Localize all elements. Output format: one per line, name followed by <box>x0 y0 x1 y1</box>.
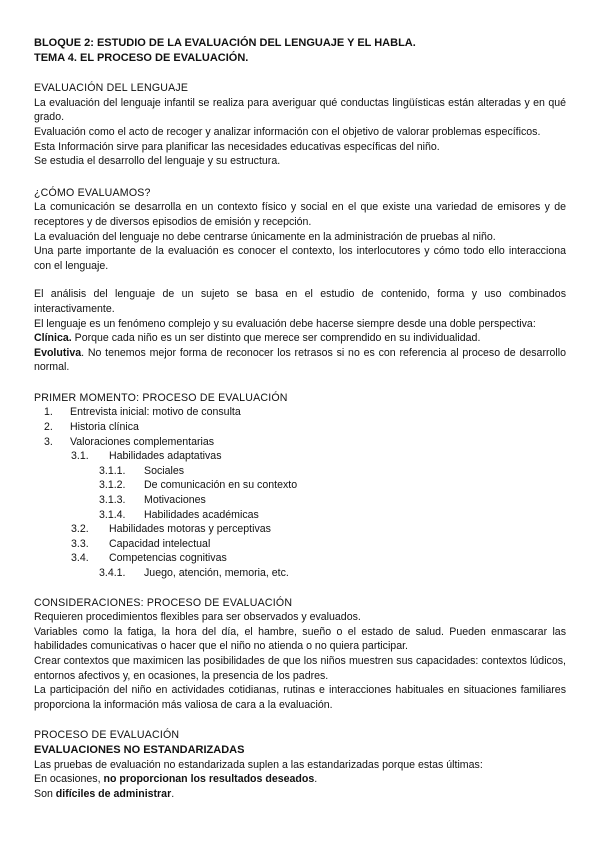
paragraph: El análisis del lenguaje de un sujeto se basa en el estudio de contenido, forma y uso combinados interactivamente. <box>34 288 566 315</box>
list-item: 3. Valoraciones complementarias <box>44 435 215 448</box>
list-item: 3.1.1. Sociales <box>99 464 185 477</box>
paragraph: En ocasiones, no proporcionan los resultados deseados. <box>34 773 318 786</box>
paragraph: Evaluación como el acto de recoger y analizar información con el objetivo de valorar problemas específicos. <box>34 125 541 138</box>
list-item: 1. Entrevista inicial: motivo de consulta <box>44 406 241 419</box>
list-item: 3.4. Competencias cognitivas <box>71 552 227 565</box>
paragraph: La comunicación se desarrolla en un contexto físico y social en el que existe una variedad de emisores y de receptores y de diversos episodios de emisión y recepción. <box>34 201 566 228</box>
list-item: 3.3. Capacidad intelectual <box>71 537 211 550</box>
list-item: 3.1. Habilidades adaptativas <box>71 450 222 463</box>
clinica-label: Clínica. <box>34 332 72 345</box>
list-item: 3.2. Habilidades motoras y perceptivas <box>71 523 271 536</box>
paragraph: El lenguaje es un fenómeno complejo y su evaluación debe hacerse siempre desde una doble perspectiva: <box>34 317 536 330</box>
spacer <box>34 273 566 287</box>
evolutiva-text: . No tenemos mejor forma de reconocer los retrasos si no es con referencia al proceso de desarrollo normal. <box>34 346 566 374</box>
list-item: 3.1.3. Motivaciones <box>99 494 206 507</box>
paragraph: Requieren procedimientos flexibles para ser observados y evaluados. <box>34 611 361 624</box>
subsection-title: EVALUACIONES NO ESTANDARIZADAS <box>34 743 245 756</box>
section-title-consideraciones: CONSIDERACIONES: PROCESO DE EVALUACIÓN <box>34 596 293 609</box>
list-item: 2. Historia clínica <box>44 421 139 434</box>
list-item: 3.1.2. De comunicación en su contexto <box>99 479 298 492</box>
list-item: 3.1.4. Habilidades académicas <box>99 508 259 521</box>
paragraph-evolutiva <box>34 346 566 375</box>
block-heading: BLOQUE 2: ESTUDIO DE LA EVALUACIÓN DEL LENGUAJE Y EL HABLA. <box>34 37 416 49</box>
paragraph: La participación del niño en actividades cotidianas, rutinas e interacciones habituales en situaciones familiares proporciona la información más valiosa de cara a la evaluación. <box>34 684 566 711</box>
section-title-proceso: PROCESO DE EVALUACIÓN <box>34 729 180 742</box>
paragraph: La evaluación del lenguaje no debe centrarse únicamente en la administración de pruebas al niño. <box>34 230 496 243</box>
paragraph: Una parte importante de la evaluación es conocer el contexto, los interlocutores y cómo todo ello interacciona con el lenguaje. <box>34 245 566 272</box>
paragraph: Variables como la fatiga, la hora del día, el hambre, sueño o el estado de salud. Pueden enmascarar las habilidades comunicativas o hacer que el niño no atienda o no quiera participar. <box>34 625 566 653</box>
topic-heading: TEMA 4. EL PROCESO DE EVALUACIÓN. <box>34 51 249 64</box>
paragraph: Esta Información sirve para planificar las necesidades educativas específicas del niño. <box>34 140 440 153</box>
paragraph: La evaluación del lenguaje infantil se realiza para averiguar qué conductas lingüísticas están alteradas y en qué grado. <box>34 96 566 124</box>
evolutiva-label: Evolutiva <box>34 346 82 359</box>
paragraph: Son difíciles de administrar. <box>34 787 175 800</box>
document-page <box>34 36 566 801</box>
section-title-como: ¿CÓMO EVALUAMOS? <box>34 186 151 199</box>
paragraph: Se estudia el desarrollo del lenguaje y su estructura. <box>34 155 281 168</box>
section-title-evaluacion: EVALUACIÓN DEL LENGUAJE <box>34 82 189 95</box>
clinica-text: Porque cada niño es un ser distinto que merece ser comprendido en su individualidad. <box>71 332 481 345</box>
paragraph: Crear contextos que maximicen las posibilidades de que los niños muestren sus capacidades: contextos lúdicos, entornos afectivos y, en ocasiones, la presencia de los padres. <box>34 654 566 682</box>
paragraph-clinica <box>34 331 566 346</box>
section-title-primer-momento: PRIMER MOMENTO: PROCESO DE EVALUACIÓN <box>34 391 288 404</box>
paragraph: Las pruebas de evaluación no estandarizada suplen a las estandarizadas porque estas últimas: <box>34 758 483 771</box>
list-item: 3.4.1. Juego, atención, memoria, etc. <box>99 567 289 579</box>
